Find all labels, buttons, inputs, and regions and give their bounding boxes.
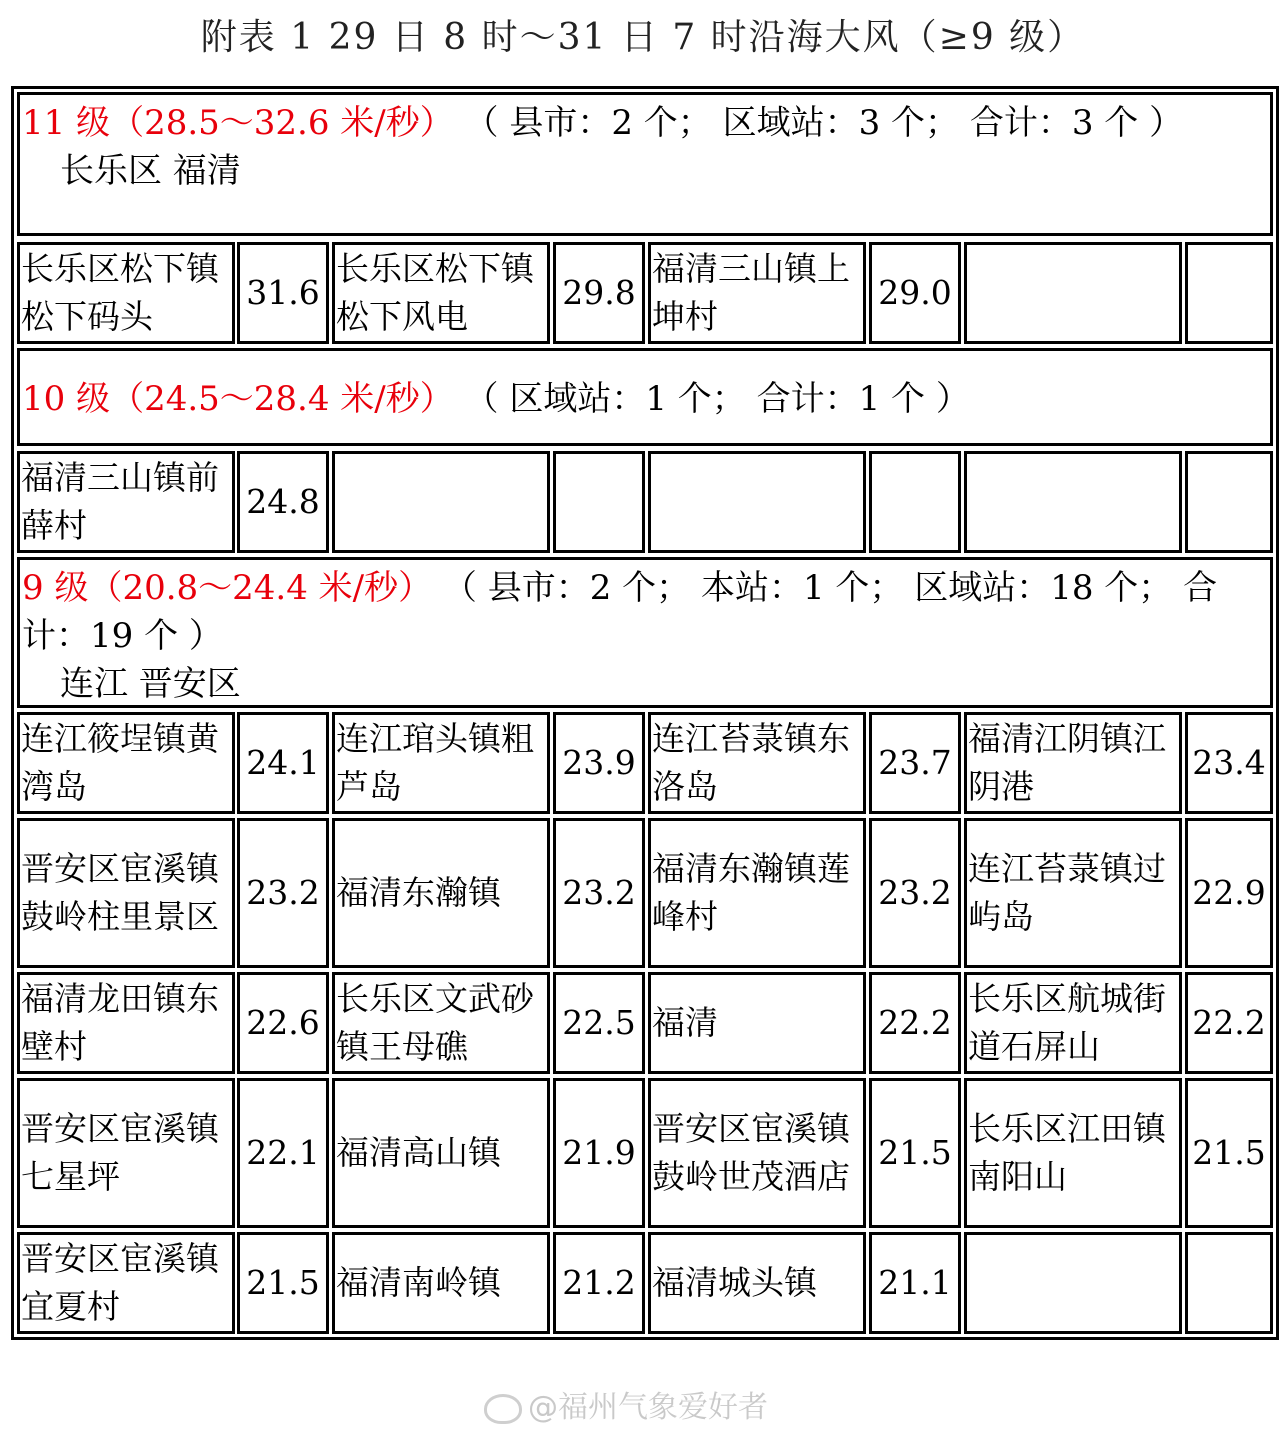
station-value (1185, 451, 1273, 553)
station-name: 福清城头镇 (648, 1232, 866, 1334)
station-value: 24.1 (237, 712, 329, 814)
station-name: 福清东瀚镇 (332, 818, 550, 968)
station-name: 连江琯头镇粗芦岛 (332, 712, 550, 814)
table-title: 附表 1 29 日 8 时～31 日 7 时沿海大风（≥9 级） (200, 17, 1086, 58)
station-value: 29.8 (553, 242, 645, 344)
station-name: 福清江阴镇江阴港 (964, 712, 1182, 814)
station-name: 长乐区文武砂镇王母礁 (332, 972, 550, 1074)
station-name (964, 451, 1182, 553)
station-value (1185, 1232, 1273, 1334)
level-label: 9 级（20.8～24.4 米/秒） (22, 568, 433, 608)
station-value: 22.9 (1185, 818, 1273, 968)
station-value: 23.4 (1185, 712, 1273, 814)
wind-table (11, 86, 1279, 1340)
station-name: 晋安区宦溪镇宜夏村 (17, 1232, 235, 1334)
station-value: 22.1 (237, 1078, 329, 1228)
station-name: 晋安区宦溪镇七星坪 (17, 1078, 235, 1228)
level-label: 11 级（28.5～32.6 米/秒） (22, 103, 454, 143)
station-value: 21.5 (237, 1232, 329, 1334)
section-counties: 连江 晋安区 (60, 664, 241, 704)
station-name: 福清三山镇前薛村 (17, 451, 235, 553)
section-header-level-9 (17, 557, 1273, 708)
level-label: 10 级（24.5～28.4 米/秒） (22, 379, 454, 419)
section-summary: （ 县市：2 个； 本站：1 个； 区域站：18 个； 合计：19 个 ） (22, 568, 1218, 656)
station-name: 晋安区宦溪镇鼓岭世茂酒店 (648, 1078, 866, 1228)
station-name: 福清龙田镇东壁村 (17, 972, 235, 1074)
station-value: 31.6 (237, 242, 329, 344)
station-name: 长乐区松下镇松下风电 (332, 242, 550, 344)
station-name: 长乐区航城街道石屏山 (964, 972, 1182, 1074)
station-value: 23.7 (869, 712, 961, 814)
station-name (332, 451, 550, 553)
station-value (869, 451, 961, 553)
station-value: 23.2 (869, 818, 961, 968)
station-name: 福清三山镇上坤村 (648, 242, 866, 344)
station-name: 福清高山镇 (332, 1078, 550, 1228)
station-name: 晋安区宦溪镇鼓岭柱里景区 (17, 818, 235, 968)
station-name: 长乐区松下镇松下码头 (17, 242, 235, 344)
station-value: 21.5 (869, 1078, 961, 1228)
station-name: 连江筱埕镇黄湾岛 (17, 712, 235, 814)
section-header-level-10 (17, 348, 1273, 446)
watermark-text: @福州气象爱好者 (528, 1390, 768, 1425)
station-value: 21.5 (1185, 1078, 1273, 1228)
station-value: 22.2 (869, 972, 961, 1074)
station-value: 21.2 (553, 1232, 645, 1334)
station-value: 22.5 (553, 972, 645, 1074)
station-value: 22.2 (1185, 972, 1273, 1074)
station-value (553, 451, 645, 553)
station-value: 29.0 (869, 242, 961, 344)
station-name: 福清 (648, 972, 866, 1074)
watermark (484, 1386, 768, 1430)
station-value: 23.2 (553, 818, 645, 968)
station-value: 21.1 (869, 1232, 961, 1334)
section-summary: （ 区域站：1 个； 合计：1 个 ） (453, 379, 970, 419)
station-name: 连江苔菉镇过屿岛 (964, 818, 1182, 968)
station-name (964, 242, 1182, 344)
section-summary: （ 县市：2 个； 区域站：3 个； 合计：3 个 ） (453, 103, 1184, 143)
station-value: 23.9 (553, 712, 645, 814)
station-name: 连江苔菉镇东洛岛 (648, 712, 866, 814)
station-value: 22.6 (237, 972, 329, 1074)
station-name: 福清南岭镇 (332, 1232, 550, 1334)
station-name (648, 451, 866, 553)
station-name (964, 1232, 1182, 1334)
section-counties: 长乐区 福清 (60, 151, 241, 191)
station-name: 长乐区江田镇南阳山 (964, 1078, 1182, 1228)
weibo-logo-icon (484, 1394, 522, 1424)
section-header-level-11 (17, 92, 1273, 236)
station-value: 21.9 (553, 1078, 645, 1228)
station-value (1185, 242, 1273, 344)
station-value: 24.8 (237, 451, 329, 553)
station-name: 福清东瀚镇莲峰村 (648, 818, 866, 968)
station-value: 23.2 (237, 818, 329, 968)
